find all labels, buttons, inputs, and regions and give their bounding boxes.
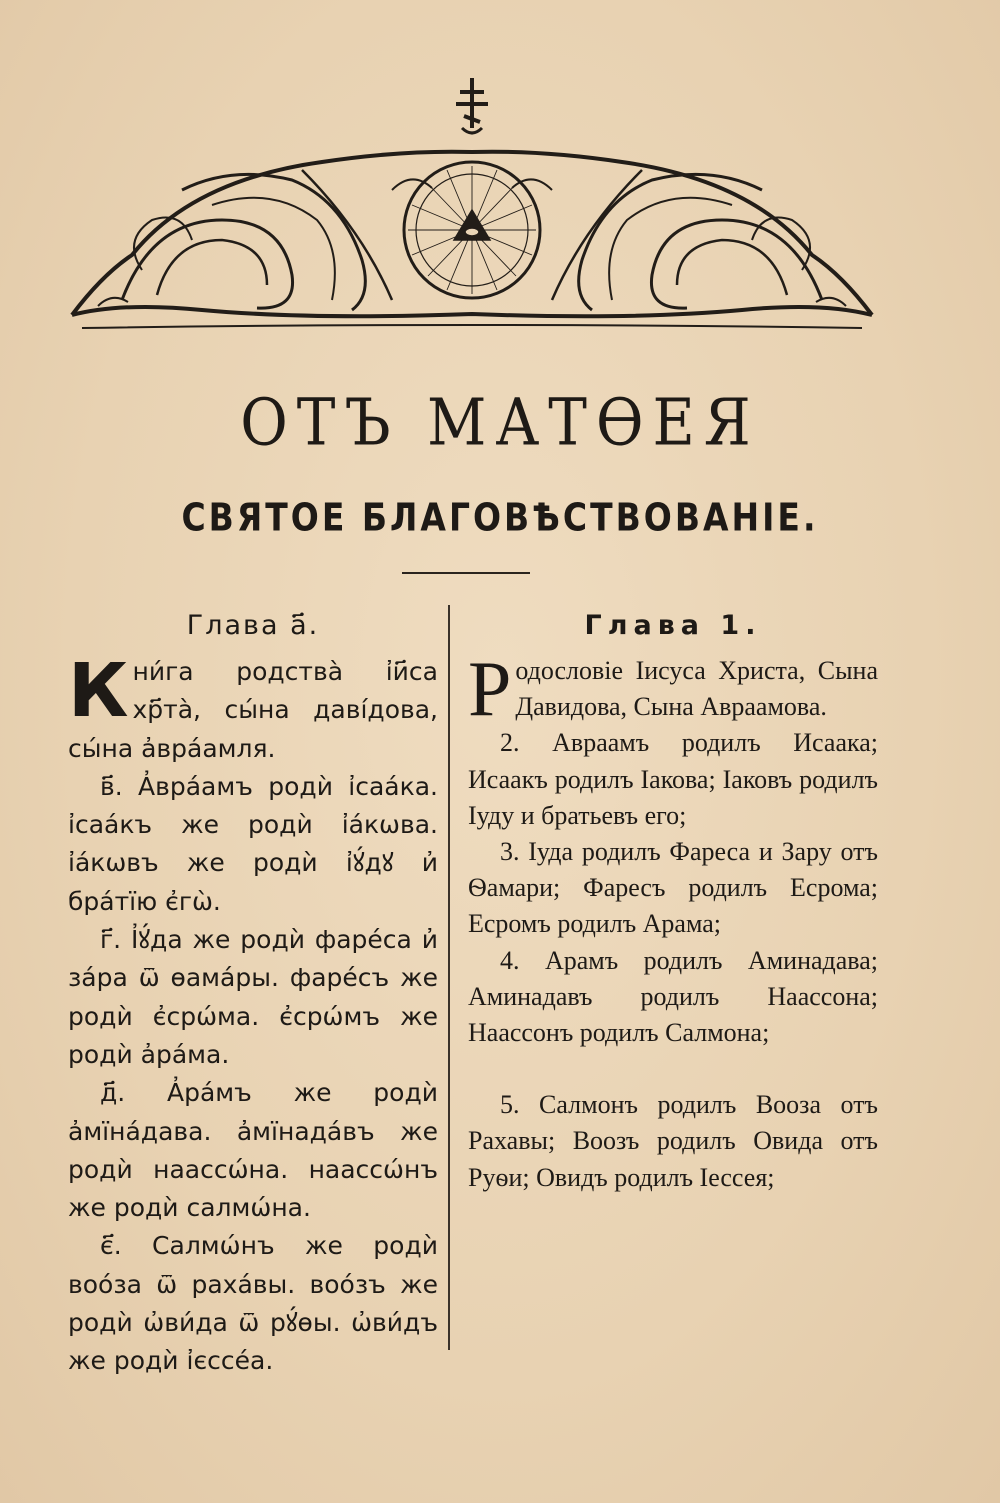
ornamental-headpiece xyxy=(62,70,882,340)
page-subtitle: СВЯТОЕ БЛАГОВѢСТВОВАНІЕ. xyxy=(181,495,819,540)
drop-cap-initial: Р xyxy=(468,645,512,732)
verse-paragraph: г҃. І҆ꙋ́да же родѝ фаре́са и҆ за́ра ѿ ѳама́ры. фаре́съ же родѝ є҆срѡ́ма. є҆срѡ́мъ же родѝ а҆ра́ма. xyxy=(68,925,438,1069)
verse-paragraph: 3. Іуда родилъ Фареса и Зару отъ Ѳамари; Фаресъ родилъ Есрома; Есромъ родилъ Арама; xyxy=(468,837,878,939)
page-title: ОТЪ МАТѲЕЯ xyxy=(240,383,760,461)
verse-paragraph: 5. Салмонъ родилъ Вооза отъ Рахавы; Воозъ родилъ Овида отъ Руѳи; Овидъ родилъ Іессея; xyxy=(468,1090,878,1192)
title-rule-divider xyxy=(402,572,530,574)
drop-cap-initial: К xyxy=(68,648,129,734)
russian-translation-column xyxy=(468,600,878,1196)
verse-text: ни́га родства̀ і҆и҃са хр҃та̀, сы́на даві́дова, сы́на а҆вра́амля. xyxy=(68,657,438,763)
verse-paragraph xyxy=(68,648,438,768)
verse-paragraph: в҃. А҆вра́амъ родѝ і҆саа́ка. і҆саа́къ же родѝ і҆а́кѡва. і҆а́кѡвъ же родѝ і҆ꙋ́дꙋ и҆ бра́тїю є҆гѡ̀. xyxy=(68,771,438,916)
verse-paragraph: є҃. Салмѡ́нъ же родѝ воо́за ѿ раха́вы. воо́зъ же родѝ ѡ҆ви́да ѿ рꙋ́ѳы. ѡ҆ви́дъ же родѝ і҆єссе́а. xyxy=(68,1231,438,1376)
verse-paragraph: 2. Авраамъ родилъ Исаака; Исаакъ родилъ Іакова; Іаковъ родилъ Іуду и братьевъ его; xyxy=(468,728,878,830)
verse-paragraph: 4. Арамъ родилъ Аминадава; Аминадавъ родилъ Наассона; Наассонъ родилъ Салмона; xyxy=(468,945,878,1048)
verse-paragraph xyxy=(468,645,878,732)
chapter-heading-slavonic: Глава а҃. xyxy=(186,610,320,641)
column-divider xyxy=(448,605,450,1350)
church-slavonic-column xyxy=(68,600,438,1381)
headpiece-illustration xyxy=(62,70,882,340)
verse-paragraph: д҃. А҆ра́мъ же родѝ а҆мїна́дава. а҆мїнада́въ же родѝ наассѡ́на. наассѡ́нъ же родѝ салмѡ́на. xyxy=(68,1078,438,1223)
verse-text: одословіе Іисуса Христа, Сына Давидова, Сына Авраамова. xyxy=(515,656,878,722)
chapter-heading-russian: Глава 1. xyxy=(584,610,762,641)
